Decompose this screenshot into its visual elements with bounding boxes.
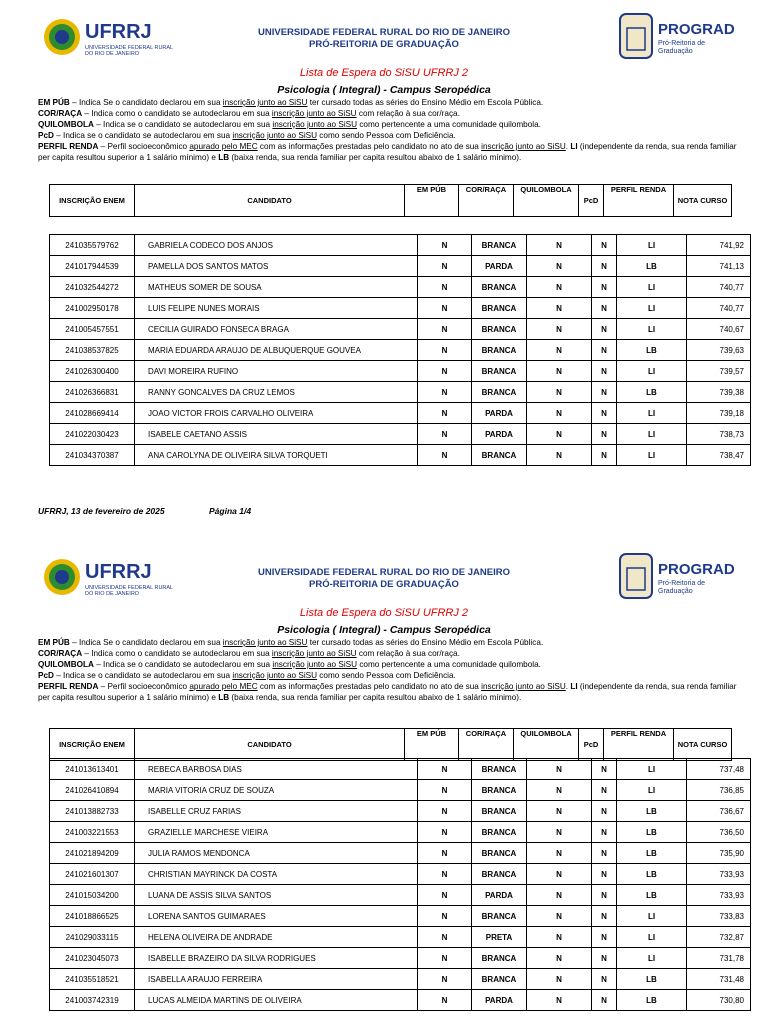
- perfil-renda-cell: LB: [617, 990, 687, 1011]
- pcd-cell: N: [592, 361, 617, 382]
- col-nota-curso: NOTA CURSO: [674, 185, 732, 217]
- svg-text:DO RIO DE JANEIRO: DO RIO DE JANEIRO: [85, 591, 140, 597]
- prograd-logo: [618, 552, 743, 602]
- svg-text:UNIVERSIDADE FEDERAL RURAL: UNIVERSIDADE FEDERAL RURAL: [85, 585, 174, 591]
- svg-text:UFRRJ: UFRRJ: [85, 21, 152, 43]
- quilombola-cell: N: [527, 340, 592, 361]
- col-quilombola: QUILOMBOLA: [514, 185, 579, 217]
- quilombola-cell: N: [527, 969, 592, 990]
- perfil-renda-cell: LB: [617, 969, 687, 990]
- table-row: [50, 424, 751, 445]
- candidato-cell: LORENA SANTOS GUIMARAES: [135, 906, 418, 927]
- table-row: [50, 361, 751, 382]
- pcd-cell: N: [592, 801, 617, 822]
- perfil-renda-cell: LB: [617, 256, 687, 277]
- perfil-renda-cell: LB: [617, 885, 687, 906]
- nota-curso-cell: 738,47: [687, 445, 751, 466]
- candidato-cell: HELENA OLIVEIRA DE ANDRADE: [135, 927, 418, 948]
- table-row: [50, 990, 751, 1011]
- nota-curso-cell: 741,13: [687, 256, 751, 277]
- table-header: [49, 728, 732, 761]
- cor-raca-cell: PARDA: [472, 885, 527, 906]
- table-row: [50, 780, 751, 801]
- col-candidato: CANDIDATO: [135, 185, 405, 217]
- perfil-renda-cell: LI: [617, 235, 687, 256]
- quilombola-cell: N: [527, 319, 592, 340]
- table-row: [50, 445, 751, 466]
- quilombola-cell: N: [527, 948, 592, 969]
- inscricao-cell: 241002950178: [50, 298, 135, 319]
- university-name: UNIVERSIDADE FEDERAL RURAL DO RIO DE JANEIRO: [258, 27, 510, 38]
- legend: EM PÚB – Indica Se o candidato declarou em sua inscrição junto ao SiSU ter cursado todas as séries do Ensino Médio em Escola Pública. COR/RAÇA – Indica como o candidato se autodeclarou em sua inscrição junto ao SiSU com relação à sua cor/raça. QUILOMBOLA – Indica se o candidato se autodeclarou em sua inscrição junto ao SiSU como pertencente a uma comunidade quilombola. PcD – Indica se o candidato se autodeclarou em sua inscrição junto ao SiSU como sendo Pessoa com Deficiência. PERFIL RENDA – Perfil socioeconômico apurado pelo MEC com as informações prestadas pelo candidato no ato de sua inscrição junto ao SiSU. LI (independente da renda, sua renda familiar per capita resultou superior a 1 salário mínimo) e LB (baixa renda, sua renda familiar per capita resultou abaixo de 1 salário mínimo).: [38, 638, 737, 702]
- em-pub-cell: N: [418, 340, 472, 361]
- svg-text:DO RIO DE JANEIRO: DO RIO DE JANEIRO: [85, 51, 140, 57]
- table-header: [49, 184, 732, 217]
- svg-text:PROGRAD: PROGRAD: [658, 561, 735, 578]
- inscricao-cell: 241023045073: [50, 948, 135, 969]
- nota-curso-cell: 736,50: [687, 822, 751, 843]
- table-row: [50, 864, 751, 885]
- candidato-cell: JULIA RAMOS MENDONCA: [135, 843, 418, 864]
- col-inscricao: INSCRIÇÃO ENEM: [50, 729, 135, 761]
- candidato-cell: ISABELLE CRUZ FARIAS: [135, 801, 418, 822]
- perfil-renda-cell: LB: [617, 864, 687, 885]
- department-name: PRÓ-REITORIA DE GRADUAÇÃO: [309, 39, 459, 50]
- em-pub-cell: N: [418, 424, 472, 445]
- pcd-cell: N: [592, 235, 617, 256]
- table-row: [50, 843, 751, 864]
- em-pub-cell: N: [418, 235, 472, 256]
- col-cor-raca: COR/RAÇA: [459, 729, 514, 761]
- inscricao-cell: 241021601307: [50, 864, 135, 885]
- nota-curso-cell: 735,90: [687, 843, 751, 864]
- pcd-cell: N: [592, 822, 617, 843]
- perfil-renda-cell: LI: [617, 298, 687, 319]
- quilombola-cell: N: [527, 990, 592, 1011]
- inscricao-cell: 241029033115: [50, 927, 135, 948]
- pcd-cell: N: [592, 990, 617, 1011]
- cor-raca-cell: BRANCA: [472, 277, 527, 298]
- candidato-cell: MATHEUS SOMER DE SOUSA: [135, 277, 418, 298]
- cor-raca-cell: BRANCA: [472, 801, 527, 822]
- quilombola-cell: N: [527, 906, 592, 927]
- col-candidato: CANDIDATO: [135, 729, 405, 761]
- perfil-renda-cell: LI: [617, 319, 687, 340]
- col-quilombola: QUILOMBOLA: [514, 729, 579, 761]
- cor-raca-cell: BRANCA: [472, 361, 527, 382]
- pcd-cell: N: [592, 885, 617, 906]
- em-pub-cell: N: [418, 298, 472, 319]
- cor-raca-cell: BRANCA: [472, 969, 527, 990]
- building-icon: [620, 554, 652, 598]
- inscricao-cell: 241013882733: [50, 801, 135, 822]
- table-row: [50, 403, 751, 424]
- candidato-cell: RANNY GONCALVES DA CRUZ LEMOS: [135, 382, 418, 403]
- inscricao-cell: 241015034200: [50, 885, 135, 906]
- em-pub-cell: N: [418, 361, 472, 382]
- quilombola-cell: N: [527, 277, 592, 298]
- nota-curso-cell: 736,67: [687, 801, 751, 822]
- quilombola-cell: N: [527, 256, 592, 277]
- perfil-renda-cell: LI: [617, 424, 687, 445]
- candidato-cell: MARIA VITORIA CRUZ DE SOUZA: [135, 780, 418, 801]
- university-name: UNIVERSIDADE FEDERAL RURAL DO RIO DE JANEIRO: [258, 567, 510, 578]
- inscricao-cell: 241017944539: [50, 256, 135, 277]
- pcd-cell: N: [592, 445, 617, 466]
- quilombola-cell: N: [527, 361, 592, 382]
- col-em-pub: EM PÚB: [405, 729, 459, 761]
- data-table-page-2: [49, 758, 751, 1011]
- em-pub-cell: N: [418, 801, 472, 822]
- nota-curso-cell: 732,87: [687, 927, 751, 948]
- pcd-cell: N: [592, 277, 617, 298]
- inscricao-cell: 241022030423: [50, 424, 135, 445]
- quilombola-cell: N: [527, 403, 592, 424]
- nota-curso-cell: 738,73: [687, 424, 751, 445]
- quilombola-cell: N: [527, 864, 592, 885]
- quilombola-cell: N: [527, 885, 592, 906]
- list-title: Lista de Espera do SiSU UFRRJ 2: [299, 67, 469, 79]
- col-inscricao: INSCRIÇÃO ENEM: [50, 185, 135, 217]
- em-pub-cell: N: [418, 256, 472, 277]
- candidato-cell: LUIS FELIPE NUNES MORAIS: [135, 298, 418, 319]
- table-row: [50, 948, 751, 969]
- pcd-cell: N: [592, 927, 617, 948]
- nota-curso-cell: 739,18: [687, 403, 751, 424]
- nota-curso-cell: 736,85: [687, 780, 751, 801]
- quilombola-cell: N: [527, 382, 592, 403]
- prograd-logo: [618, 12, 743, 62]
- perfil-renda-cell: LB: [617, 340, 687, 361]
- nota-curso-cell: 731,48: [687, 969, 751, 990]
- col-pcd: PcD: [579, 729, 604, 761]
- candidato-cell: CECILIA GUIRADO FONSECA BRAGA: [135, 319, 418, 340]
- candidato-cell: ISABELLE BRAZEIRO DA SILVA RODRIGUES: [135, 948, 418, 969]
- pcd-cell: N: [592, 382, 617, 403]
- pcd-cell: N: [592, 843, 617, 864]
- cor-raca-cell: BRANCA: [472, 319, 527, 340]
- pcd-cell: N: [592, 403, 617, 424]
- quilombola-cell: N: [527, 801, 592, 822]
- data-table-page-1: [49, 234, 751, 466]
- candidato-cell: GABRIELA CODECO DOS ANJOS: [135, 235, 418, 256]
- candidato-cell: JOAO VICTOR FROIS CARVALHO OLIVEIRA: [135, 403, 418, 424]
- pcd-cell: N: [592, 256, 617, 277]
- table-row: [50, 235, 751, 256]
- cor-raca-cell: PARDA: [472, 424, 527, 445]
- cor-raca-cell: BRANCA: [472, 340, 527, 361]
- nota-curso-cell: 733,93: [687, 864, 751, 885]
- pcd-cell: N: [592, 969, 617, 990]
- perfil-renda-cell: LB: [617, 382, 687, 403]
- nota-curso-cell: 739,63: [687, 340, 751, 361]
- nota-curso-cell: 741,92: [687, 235, 751, 256]
- quilombola-cell: N: [527, 424, 592, 445]
- candidato-cell: CHRISTIAN MAYRINCK DA COSTA: [135, 864, 418, 885]
- pcd-cell: N: [592, 340, 617, 361]
- candidato-cell: LUCAS ALMEIDA MARTINS DE OLIVEIRA: [135, 990, 418, 1011]
- perfil-renda-cell: LI: [617, 780, 687, 801]
- legend: EM PÚB – Indica Se o candidato declarou em sua inscrição junto ao SiSU ter cursado todas as séries do Ensino Médio em Escola Pública. COR/RAÇA – Indica como o candidato se autodeclarou em sua inscrição junto ao SiSU com relação à sua cor/raça. QUILOMBOLA – Indica se o candidato se autodeclarou em sua inscrição junto ao SiSU como pertencente a uma comunidade quilombola. PcD – Indica se o candidato se autodeclarou em sua inscrição junto ao SiSU como sendo Pessoa com Deficiência. PERFIL RENDA – Perfil socioeconômico apurado pelo MEC com as informações prestadas pelo candidato no ato de sua inscrição junto ao SiSU. LI (independente da renda, sua renda familiar per capita resultou superior a 1 salário mínimo) e LB (baixa renda, sua renda familiar per capita resultou abaixo de 1 salário mínimo).: [38, 98, 737, 162]
- table-row: [50, 759, 751, 780]
- em-pub-cell: N: [418, 864, 472, 885]
- nota-curso-cell: 740,77: [687, 298, 751, 319]
- em-pub-cell: N: [418, 885, 472, 906]
- perfil-renda-cell: LI: [617, 906, 687, 927]
- perfil-renda-cell: LI: [617, 403, 687, 424]
- perfil-renda-cell: LI: [617, 759, 687, 780]
- nota-curso-cell: 740,77: [687, 277, 751, 298]
- table-row: [50, 822, 751, 843]
- inscricao-cell: 241028669414: [50, 403, 135, 424]
- cor-raca-cell: BRANCA: [472, 298, 527, 319]
- col-perfil-renda: PERFIL RENDA: [604, 729, 674, 761]
- table-row: [50, 885, 751, 906]
- footer-page: Página 1/4: [209, 506, 252, 516]
- inscricao-cell: 241018866525: [50, 906, 135, 927]
- pcd-cell: N: [592, 759, 617, 780]
- quilombola-cell: N: [527, 445, 592, 466]
- em-pub-cell: N: [418, 948, 472, 969]
- nota-curso-cell: 739,57: [687, 361, 751, 382]
- inscricao-cell: 241035518521: [50, 969, 135, 990]
- candidato-cell: ISABELE CAETANO ASSIS: [135, 424, 418, 445]
- perfil-renda-cell: LI: [617, 445, 687, 466]
- footer-date: UFRRJ, 13 de fevereiro de 2025: [38, 506, 165, 516]
- table-row: [50, 277, 751, 298]
- em-pub-cell: N: [418, 277, 472, 298]
- cor-raca-cell: BRANCA: [472, 445, 527, 466]
- building-icon: [620, 14, 652, 58]
- quilombola-cell: N: [527, 927, 592, 948]
- pcd-cell: N: [592, 948, 617, 969]
- perfil-renda-cell: LB: [617, 843, 687, 864]
- perfil-renda-cell: LI: [617, 361, 687, 382]
- em-pub-cell: N: [418, 822, 472, 843]
- inscricao-cell: 241026300400: [50, 361, 135, 382]
- col-perfil-renda: PERFIL RENDA: [604, 185, 674, 217]
- cor-raca-cell: BRANCA: [472, 382, 527, 403]
- inscricao-cell: 241026410894: [50, 780, 135, 801]
- cor-raca-cell: BRANCA: [472, 864, 527, 885]
- candidato-cell: GRAZIELLE MARCHESE VIEIRA: [135, 822, 418, 843]
- svg-text:Graduação: Graduação: [658, 48, 693, 55]
- em-pub-cell: N: [418, 403, 472, 424]
- em-pub-cell: N: [418, 969, 472, 990]
- nota-curso-cell: 740,67: [687, 319, 751, 340]
- svg-text:PROGRAD: PROGRAD: [658, 21, 735, 38]
- cor-raca-cell: BRANCA: [472, 759, 527, 780]
- quilombola-cell: N: [527, 298, 592, 319]
- inscricao-cell: 241026366831: [50, 382, 135, 403]
- inscricao-cell: 241003221553: [50, 822, 135, 843]
- perfil-renda-cell: LI: [617, 927, 687, 948]
- table-row: [50, 927, 751, 948]
- cor-raca-cell: BRANCA: [472, 906, 527, 927]
- col-nota-curso: NOTA CURSO: [674, 729, 732, 761]
- svg-text:Pró-Reitoria de: Pró-Reitoria de: [658, 580, 706, 587]
- col-cor-raca: COR/RAÇA: [459, 185, 514, 217]
- list-title: Lista de Espera do SiSU UFRRJ 2: [299, 607, 469, 619]
- candidato-cell: ANA CAROLYNA DE OLIVEIRA SILVA TORQUETI: [135, 445, 418, 466]
- nota-curso-cell: 739,38: [687, 382, 751, 403]
- em-pub-cell: N: [418, 927, 472, 948]
- table-row: [50, 256, 751, 277]
- candidato-cell: REBECA BARBOSA DIAS: [135, 759, 418, 780]
- perfil-renda-cell: LB: [617, 801, 687, 822]
- document-page-2: [0, 540, 768, 1024]
- table-row: [50, 340, 751, 361]
- inscricao-cell: 241035579762: [50, 235, 135, 256]
- cor-raca-cell: PARDA: [472, 990, 527, 1011]
- pcd-cell: N: [592, 780, 617, 801]
- perfil-renda-cell: LI: [617, 948, 687, 969]
- em-pub-cell: N: [418, 445, 472, 466]
- svg-text:Pró-Reitoria de: Pró-Reitoria de: [658, 40, 706, 47]
- candidato-cell: DAVI MOREIRA RUFINO: [135, 361, 418, 382]
- candidato-cell: LUANA DE ASSIS SILVA SANTOS: [135, 885, 418, 906]
- pcd-cell: N: [592, 864, 617, 885]
- cor-raca-cell: PARDA: [472, 403, 527, 424]
- inscricao-cell: 241038537825: [50, 340, 135, 361]
- pcd-cell: N: [592, 424, 617, 445]
- quilombola-cell: N: [527, 822, 592, 843]
- course-subtitle: Psicologia ( Integral) - Campus Seropédica: [277, 624, 491, 636]
- pcd-cell: N: [592, 319, 617, 340]
- col-em-pub: EM PÚB: [405, 185, 459, 217]
- nota-curso-cell: 737,48: [687, 759, 751, 780]
- table-row: [50, 319, 751, 340]
- course-subtitle: Psicologia ( Integral) - Campus Seropédica: [277, 84, 491, 96]
- inscricao-cell: 241021894209: [50, 843, 135, 864]
- em-pub-cell: N: [418, 759, 472, 780]
- nota-curso-cell: 733,93: [687, 885, 751, 906]
- pcd-cell: N: [592, 906, 617, 927]
- cor-raca-cell: BRANCA: [472, 780, 527, 801]
- svg-text:UFRRJ: UFRRJ: [85, 561, 152, 583]
- col-pcd: PcD: [579, 185, 604, 217]
- cor-raca-cell: BRANCA: [472, 235, 527, 256]
- nota-curso-cell: 730,80: [687, 990, 751, 1011]
- quilombola-cell: N: [527, 780, 592, 801]
- cor-raca-cell: BRANCA: [472, 843, 527, 864]
- quilombola-cell: N: [527, 843, 592, 864]
- candidato-cell: PAMELLA DOS SANTOS MATOS: [135, 256, 418, 277]
- inscricao-cell: 241013613401: [50, 759, 135, 780]
- svg-text:Graduação: Graduação: [658, 588, 693, 595]
- table-row: [50, 382, 751, 403]
- cor-raca-cell: PARDA: [472, 256, 527, 277]
- em-pub-cell: N: [418, 843, 472, 864]
- inscricao-cell: 241003742319: [50, 990, 135, 1011]
- candidato-cell: MARIA EDUARDA ARAUJO DE ALBUQUERQUE GOUVEA: [135, 340, 418, 361]
- em-pub-cell: N: [418, 906, 472, 927]
- svg-text:UNIVERSIDADE FEDERAL RURAL: UNIVERSIDADE FEDERAL RURAL: [85, 45, 174, 51]
- pcd-cell: N: [592, 298, 617, 319]
- candidato-cell: ISABELLA ARAUJO FERREIRA: [135, 969, 418, 990]
- em-pub-cell: N: [418, 990, 472, 1011]
- perfil-renda-cell: LI: [617, 277, 687, 298]
- em-pub-cell: N: [418, 382, 472, 403]
- em-pub-cell: N: [418, 780, 472, 801]
- table-row: [50, 906, 751, 927]
- inscricao-cell: 241034370387: [50, 445, 135, 466]
- nota-curso-cell: 731,78: [687, 948, 751, 969]
- table-row: [50, 969, 751, 990]
- table-row: [50, 801, 751, 822]
- em-pub-cell: N: [418, 319, 472, 340]
- nota-curso-cell: 733,83: [687, 906, 751, 927]
- cor-raca-cell: PRETA: [472, 927, 527, 948]
- inscricao-cell: 241005457551: [50, 319, 135, 340]
- department-name: PRÓ-REITORIA DE GRADUAÇÃO: [309, 579, 459, 590]
- cor-raca-cell: BRANCA: [472, 948, 527, 969]
- inscricao-cell: 241032544272: [50, 277, 135, 298]
- table-row: [50, 298, 751, 319]
- cor-raca-cell: BRANCA: [472, 822, 527, 843]
- perfil-renda-cell: LB: [617, 822, 687, 843]
- quilombola-cell: N: [527, 235, 592, 256]
- quilombola-cell: N: [527, 759, 592, 780]
